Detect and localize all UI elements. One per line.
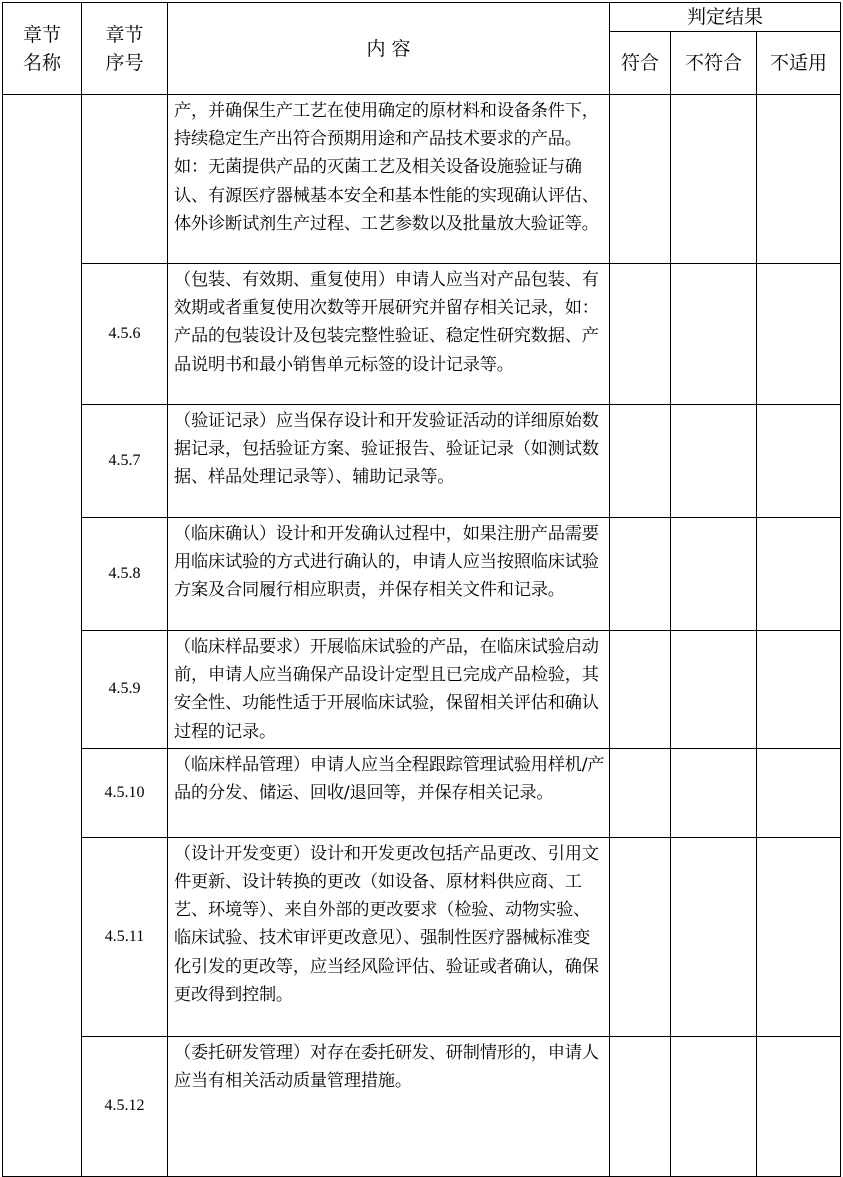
conform-cell[interactable] — [610, 1036, 671, 1176]
header-chapter-number-line1: 章节 — [105, 23, 144, 46]
requirement-content: （设计开发变更）设计和开发更改包括产品更改、引用文件更新、设计转换的更改（如设备、原材料供应商、工艺、环境等）、来自外部的更改要求（检验、动物实验、临床试验、技术审评更改意见）、强制性医疗器械标准变化引发的更改等，应当经风险评估、验证或者确认，确保更改得到控制。 — [168, 837, 610, 1036]
conform-cell[interactable] — [610, 518, 671, 631]
header-not-applicable: 不适用 — [757, 32, 841, 95]
not-applicable-cell[interactable] — [757, 837, 841, 1036]
conform-cell[interactable] — [610, 264, 671, 405]
header-chapter-name-line1: 章节 — [22, 23, 61, 46]
conform-cell[interactable] — [610, 748, 671, 837]
not-conform-cell[interactable] — [671, 264, 757, 405]
not-applicable-cell[interactable] — [757, 1036, 841, 1176]
not-conform-cell[interactable] — [671, 837, 757, 1036]
not-conform-cell[interactable] — [671, 518, 757, 631]
not-applicable-cell[interactable] — [757, 631, 841, 749]
chapter-number: 4.5.6 — [82, 264, 168, 405]
table-row — [3, 1036, 841, 1176]
not-conform-cell[interactable] — [671, 405, 757, 518]
table-row — [3, 405, 841, 518]
conform-cell[interactable] — [610, 95, 671, 264]
requirement-content: （临床确认）设计和开发确认过程中，如果注册产品需要用临床试验的方式进行确认的，申请人应当按照临床试验方案及合同履行相应职责，并保存相关文件和记录。 — [168, 518, 610, 631]
not-conform-cell[interactable] — [671, 631, 757, 749]
chapter-number: 4.5.9 — [82, 631, 168, 749]
not-applicable-cell[interactable] — [757, 95, 841, 264]
not-applicable-cell[interactable] — [757, 518, 841, 631]
requirement-content: （验证记录）应当保存设计和开发验证活动的详细原始数据记录，包括验证方案、验证报告、验证记录（如测试数据、样品处理记录等）、辅助记录等。 — [168, 405, 610, 518]
chapter-number — [82, 95, 168, 264]
header-chapter-number-line2: 序号 — [105, 51, 144, 74]
not-applicable-cell[interactable] — [757, 748, 841, 837]
header-content: 内 容 — [168, 3, 610, 95]
checklist-table — [2, 2, 841, 1177]
table-row — [3, 264, 841, 405]
header-chapter-name-line2: 名称 — [22, 51, 61, 74]
header-conform: 符合 — [610, 32, 671, 95]
requirement-content: 产，并确保生产工艺在使用确定的原材料和设备条件下，持续稳定生产出符合预期用途和产品技术要求的产品。如：无菌提供产品的灭菌工艺及相关设备设施验证与确认、有源医疗器械基本安全和基本性能的实现确认评估、体外诊断试剂生产过程、工艺参数以及批量放大验证等。 — [168, 95, 610, 264]
header-chapter-number — [82, 3, 168, 95]
conform-cell[interactable] — [610, 631, 671, 749]
table-row — [3, 631, 841, 749]
not-applicable-cell[interactable] — [757, 405, 841, 518]
not-conform-cell[interactable] — [671, 1036, 757, 1176]
header-chapter-name — [3, 3, 82, 95]
requirement-content: （临床样品要求）开展临床试验的产品，在临床试验启动前，申请人应当确保产品设计定型且已完成产品检验，其安全性、功能性适于开展临床试验，保留相关评估和确认过程的记录。 — [168, 631, 610, 749]
requirement-content: （临床样品管理）申请人应当全程跟踪管理试验用样机/产品的分发、储运、回收/退回等，并保存相关记录。 — [168, 748, 610, 837]
chapter-number: 4.5.11 — [82, 837, 168, 1036]
not-applicable-cell[interactable] — [757, 264, 841, 405]
chapter-number: 4.5.7 — [82, 405, 168, 518]
chapter-number: 4.5.12 — [82, 1036, 168, 1176]
table-row — [3, 518, 841, 631]
chapter-name-cell — [3, 95, 82, 1177]
header-not-conform: 不符合 — [671, 32, 757, 95]
not-conform-cell[interactable] — [671, 748, 757, 837]
chapter-number: 4.5.8 — [82, 518, 168, 631]
table-row — [3, 95, 841, 264]
conform-cell[interactable] — [610, 837, 671, 1036]
conform-cell[interactable] — [610, 405, 671, 518]
requirement-content: （委托研发管理）对存在委托研发、研制情形的，申请人应当有相关活动质量管理措施。 — [168, 1036, 610, 1176]
requirement-content: （包装、有效期、重复使用）申请人应当对产品包装、有效期或者重复使用次数等开展研究并留存相关记录，如：产品的包装设计及包装完整性验证、稳定性研究数据、产品说明书和最小销售单元标签的设计记录等。 — [168, 264, 610, 405]
chapter-number: 4.5.10 — [82, 748, 168, 837]
header-judgment: 判定结果 — [610, 3, 841, 32]
table-row — [3, 837, 841, 1036]
not-conform-cell[interactable] — [671, 95, 757, 264]
table-row — [3, 748, 841, 837]
